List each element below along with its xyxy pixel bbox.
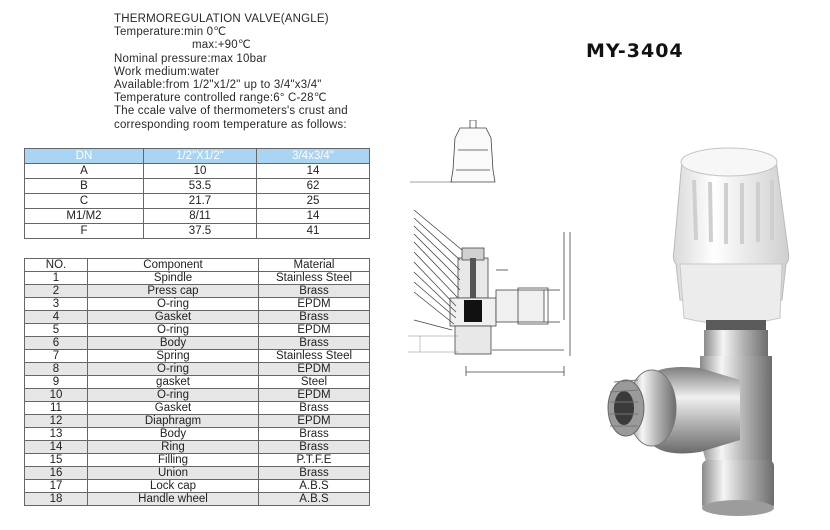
parts-table (24, 258, 370, 506)
table-row (25, 311, 370, 324)
table-cell: 37.5 (144, 224, 257, 239)
table-cell: Brass (259, 337, 370, 350)
table-cell: Filling (88, 454, 259, 467)
table-row (25, 285, 370, 298)
table-cell: gasket (88, 376, 259, 389)
table-cell: 53.5 (144, 179, 257, 194)
table-cell: Press cap (88, 285, 259, 298)
table-cell: Spindle (88, 272, 259, 285)
table-row (25, 428, 370, 441)
table-row (25, 298, 370, 311)
table-cell: F (25, 224, 144, 239)
table-cell: Steel (259, 376, 370, 389)
table-cell: 10 (25, 389, 88, 402)
table-cell: Body (88, 337, 259, 350)
table-cell: EPDM (259, 363, 370, 376)
table-cell: A.B.S (259, 493, 370, 506)
table-cell: Union (88, 467, 259, 480)
size-half-header: 1/2"X1/2" (144, 149, 257, 164)
table-cell: 8 (25, 363, 88, 376)
table-cell: Spring (88, 350, 259, 363)
material-header: Material (259, 259, 370, 272)
table-cell: 14 (25, 441, 88, 454)
table-cell: 10 (144, 164, 257, 179)
table-cell: 21.7 (144, 194, 257, 209)
table-header-row (25, 259, 370, 272)
spec-line: Temperature:min 0℃ (114, 26, 227, 39)
table-cell: 8/11 (144, 209, 257, 224)
table-cell: Gasket (88, 311, 259, 324)
table-cell: 3 (25, 298, 88, 311)
table-cell: Brass (259, 311, 370, 324)
table-cell: B (25, 179, 144, 194)
table-cell: 2 (25, 285, 88, 298)
spec-line: Work medium:water (114, 65, 220, 78)
table-row (25, 337, 370, 350)
dimension-table (24, 148, 370, 239)
table-row (25, 402, 370, 415)
table-cell: Handle wheel (88, 493, 259, 506)
table-cell: 15 (25, 454, 88, 467)
spec-line: corresponding room temperature as follows: (114, 118, 347, 131)
table-cell: O-ring (88, 298, 259, 311)
table-cell: Lock cap (88, 480, 259, 493)
table-cell: M1/M2 (25, 209, 144, 224)
table-cell: 1 (25, 272, 88, 285)
size-three-quarter-header: 3/4x3/4" (257, 149, 370, 164)
handle-wheel-cap (673, 148, 788, 324)
table-cell: 41 (257, 224, 370, 239)
dn-header: DN (25, 149, 144, 164)
table-row (25, 480, 370, 493)
table-cell: 9 (25, 376, 88, 389)
table-cell: Gasket (88, 402, 259, 415)
parts-table-body (25, 272, 370, 506)
spec-line: Temperature controlled range:6° C-28℃ (114, 92, 327, 105)
spec-line: Available:from 1/2"x1/2" up to 3/4"x3/4" (114, 79, 322, 92)
table-cell: 6 (25, 337, 88, 350)
table-cell: 5 (25, 324, 88, 337)
no-header: NO. (25, 259, 88, 272)
table-row (25, 179, 370, 194)
table-cell: EPDM (259, 389, 370, 402)
table-cell: Brass (259, 402, 370, 415)
table-row (25, 415, 370, 428)
table-row (25, 376, 370, 389)
table-row (25, 363, 370, 376)
table-cell: 17 (25, 480, 88, 493)
table-cell: Stainless Steel (259, 350, 370, 363)
table-cell: O-ring (88, 324, 259, 337)
spec-line: Nominal pressure:max 10bar (114, 52, 267, 65)
table-cell: 11 (25, 402, 88, 415)
table-cell: 4 (25, 311, 88, 324)
table-cell: 25 (257, 194, 370, 209)
table-cell: O-ring (88, 363, 259, 376)
table-row (25, 454, 370, 467)
table-cell: Brass (259, 441, 370, 454)
spec-line: The ccale valve of thermometers's crust and (114, 105, 348, 118)
table-row (25, 389, 370, 402)
table-cell: A.B.S (259, 480, 370, 493)
table-row (25, 272, 370, 285)
valve-photo (590, 140, 815, 520)
table-cell: 14 (257, 209, 370, 224)
table-cell: P.T.F.E (259, 454, 370, 467)
table-row (25, 209, 370, 224)
table-row (25, 467, 370, 480)
table-cell: EPDM (259, 415, 370, 428)
table-cell: 12 (25, 415, 88, 428)
table-cell: C (25, 194, 144, 209)
table-cell: O-ring (88, 389, 259, 402)
table-row (25, 194, 370, 209)
component-header: Component (88, 259, 259, 272)
table-cell: 13 (25, 428, 88, 441)
table-cell: Brass (259, 428, 370, 441)
table-cell: A (25, 164, 144, 179)
dimension-table-body (25, 164, 370, 239)
table-cell: EPDM (259, 298, 370, 311)
technical-drawing (400, 120, 585, 390)
table-cell: 14 (257, 164, 370, 179)
table-row (25, 224, 370, 239)
model-number: MY-3404 (586, 40, 684, 62)
table-header-row (25, 149, 370, 164)
table-row (25, 164, 370, 179)
table-row (25, 441, 370, 454)
table-cell: 62 (257, 179, 370, 194)
table-cell: 18 (25, 493, 88, 506)
table-cell: Brass (259, 467, 370, 480)
table-cell: Diaphragm (88, 415, 259, 428)
table-cell: Stainless Steel (259, 272, 370, 285)
table-cell: Body (88, 428, 259, 441)
table-row (25, 493, 370, 506)
spec-line: max:+90℃ (192, 39, 251, 52)
table-row (25, 324, 370, 337)
table-cell: 7 (25, 350, 88, 363)
table-row (25, 350, 370, 363)
table-cell: 16 (25, 467, 88, 480)
spec-block (114, 13, 348, 132)
table-cell: Brass (259, 285, 370, 298)
spec-title: THERMOREGULATION VALVE(ANGLE) (114, 13, 329, 25)
table-cell: EPDM (259, 324, 370, 337)
table-cell: Ring (88, 441, 259, 454)
